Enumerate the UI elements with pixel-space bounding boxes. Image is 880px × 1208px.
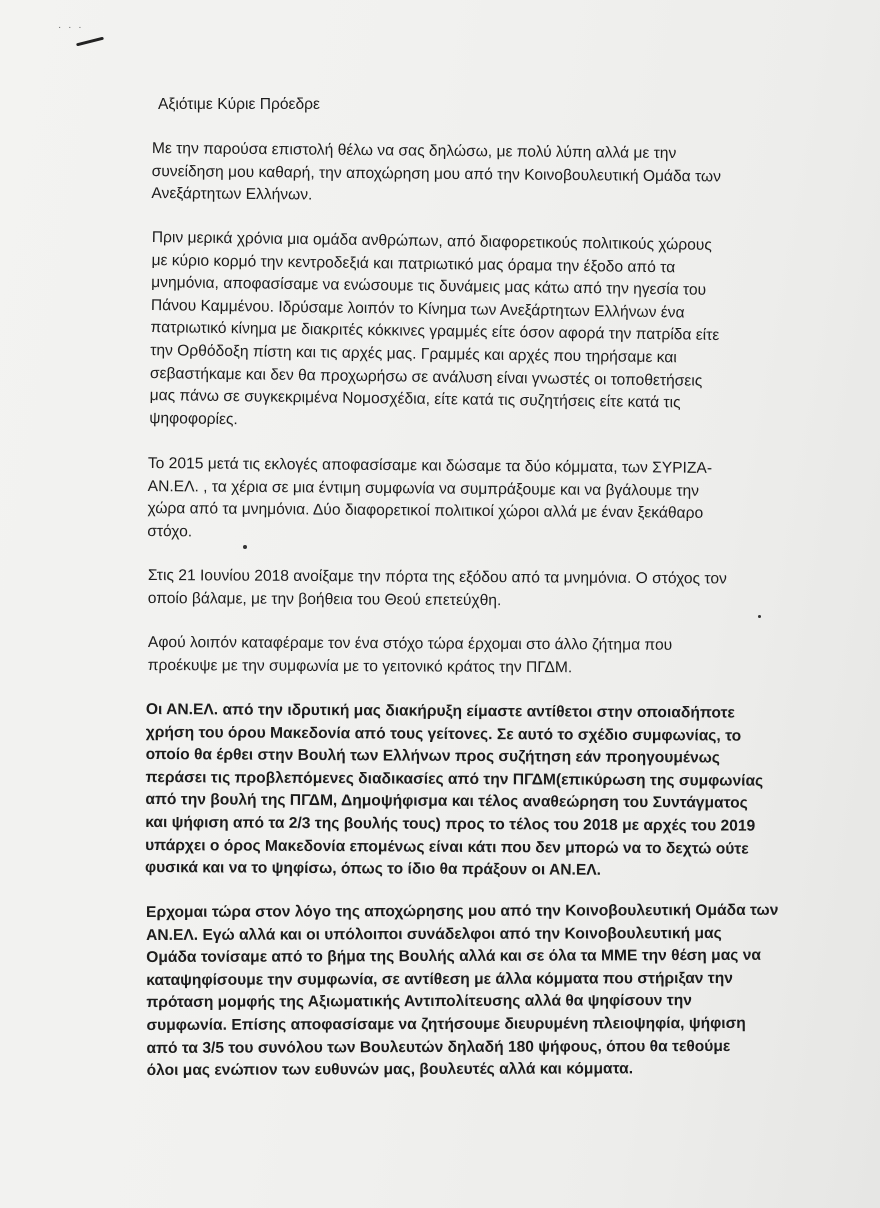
- paragraph-1: Με την παρούσα επιστολή θέλω να σας δηλώσω, με πολύ λύπη αλλά με την συνείδηση μου καθαρή, την αποχώρηση μου από την Κοινοβουλευτική Ομάδα των Ανεξάρτητων Ελλήνων.: [151, 139, 722, 204]
- scan-artifact-mark: [76, 37, 104, 47]
- paragraph-7: Ερχομαι τώρα στον λόγο της αποχώρησης μου από την Κοινοβουλευτική Ομάδα των ΑΝ.ΕΛ. Εγώ αλλά και οι υπόλοιποι συνάδελφοι από την Κοινοβουλευτική μας Ομάδα τονίσαμε από το βήμα της Βουλής αλλά και σε όλα τα ΜΜΕ την θέση μας να καταψηφίσουμε την συμφωνία, σε αντίθεση με άλλα κόμματα που στήριξαν την πρόταση μομφής της Αξιωματικής Αντιπολίτευσης αλλά θα ψηφίσουν την συμφωνία. Επίσης αποφασίσαμε να ζητήσουμε διευρυμένη πλειοψηφία, ψήφιση από τα 3/5 του συνόλου των Βουλευτών δηλαδή 180 ψήφους, όπου θα τεθούμε όλοι μας ενώπιον των ευθυνών μας, βουλευτές αλλά και κόμματα.: [146, 902, 779, 1080]
- paragraph-6: Οι ΑΝ.ΕΛ. από την ιδρυτική μας διακήρυξη είμαστε αντίθετοι στην οποιαδήποτε χρήση του όρου Μακεδονία από τους γείτονες. Σε αυτό το σχέδιο συμφωνίας, το οποίο θα έρθει στην Βουλή των Ελλήνων προς συζήτηση εάν προηγουμένως περάσει τις προβλεπόμενες διαδικασίες από την ΠΓΔΜ(επικύρωση της συμφωνίας από την βουλή της ΠΓΔΜ, Δημοψήφισμα και τέλος αναθεώρηση του Συντάγματος και ψήφιση από τα 2/3 της βουλής τους) προς το τέλος του 2018 με αρχές του 2019 υπάρχει ο όρος Μακεδονία επομένως είναι κάτι που δεν μπορώ να το δεχτώ ούτε φυσικά και να το ψηφίσω, όπως το ίδιο θα πράξουν οι ΑΝ.ΕΛ.: [144, 701, 764, 880]
- paragraph-2: Πριν μερικά χρόνια μια ομάδα ανθρώπων, από διαφορετικούς πολιτικούς χώρους με κύριο κορμό την κεντροδεξιά και πατριωτικό μας όραμα την έξοδο από τα μνημόνια, αποφασίσαμε να ενώσουμε τις δυνάμεις μας κάτω από την ηγεσία του Πάνου Καμμένου. Ιδρύσαμε λοιπόν το Κίνημα των Ανεξάρτητων Ελλήνων ένα πατριωτικό κίνημα με διακριτές κόκκινες γραμμές είτε όσον αφορά την πατρίδα είτε την Ορθόδοξη πίστη και τις αρχές μας. Γραμμές και αρχές που τηρήσαμε και σεβαστήκαμε και δεν θα προχωρήσω σε ανάλυση είναι γνωστές οι τοποθετήσεις μας πάνω σε συγκεκριμένα Νομοσχέδια, είτε κατά τις συζητήσεις είτε κατά τις ψηφοφορίες.: [149, 229, 720, 429]
- paragraph-5: Αφού λοιπόν καταφέραμε τον ένα στόχο τώρα έρχομαι στο άλλο ζήτημα που προέκυψε με την συμφωνία με το γειτονικό κράτος την ΠΓΔΜ.: [147, 634, 673, 677]
- salutation: Αξιότιμε Κύριε Πρόεδρε: [158, 96, 320, 113]
- ink-dot: [758, 615, 761, 618]
- letter-body: [144, 94, 780, 1105]
- paragraph-4: Στις 21 Ιουνίου 2018 ανοίξαμε την πόρτα της εξόδου από τα μνημόνια. Ο στόχος τον οποίο βάλαμε, με την βοήθεια του Θεού επετεύχθη.: [147, 567, 727, 609]
- ink-dot: [243, 545, 247, 549]
- scan-artifact: · · ·: [58, 22, 84, 33]
- paragraph-3: Το 2015 μετά τις εκλογές αποφασίσαμε και δώσαμε τα δύο κόμματα, των ΣΥΡΙΖΑ- ΑΝ.ΕΛ. , τα χέρια σε μια έντιμη συμφωνία να συμπράξουμε και να βγάλουμε την χώρα από τα μνημόνια. Δύο διαφορετικοί πολιτικοί χώροι αλλά με έναν ξεκάθαρο στόχο.: [147, 454, 713, 540]
